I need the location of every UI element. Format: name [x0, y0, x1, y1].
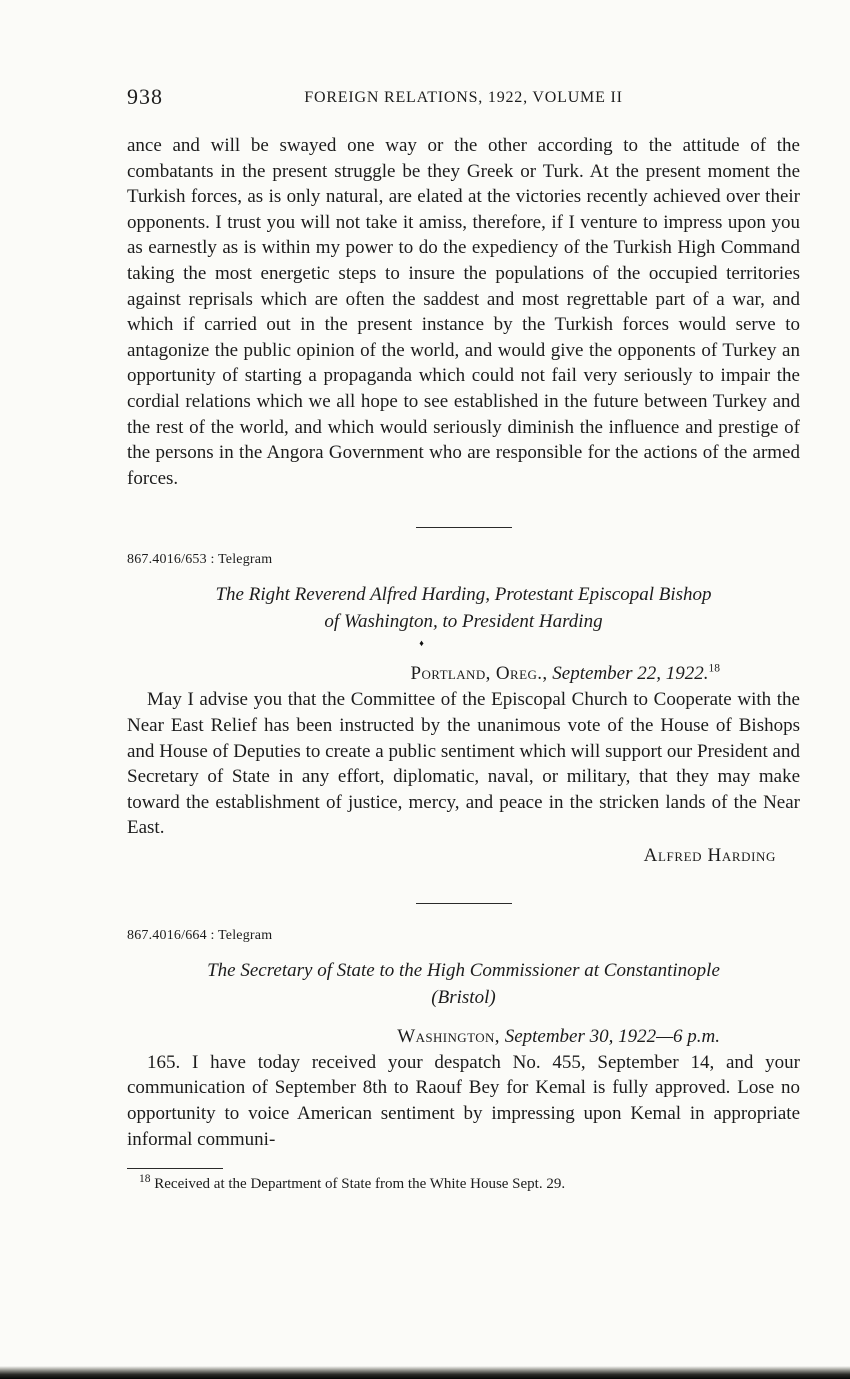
page-number: 938: [127, 84, 163, 109]
document-title-line-2: (Bristol): [431, 986, 496, 1008]
document-title-line-1: The Right Reverend Alfred Harding, Protestant Episcopal Bishop: [215, 584, 712, 606]
footnote-reference: 18: [708, 662, 720, 675]
footnote: [127, 1173, 800, 1193]
telegram-body: May I advise you that the Committee of the Episcopal Church to Cooperate with the Near East Relief has been instructed by the unanimous vote of the House of Bishops and House of Deputies to create a public sentiment which will support our President and Secretary of State in any effort, diplomatic, naval, or military, that they may make toward the establishment of justice, mercy, and peace in the stricken lands of the Near East.: [127, 689, 800, 839]
footnote-rule: [127, 1168, 223, 1169]
dateline-place: Washington,: [397, 1025, 500, 1047]
document-title: [127, 581, 800, 635]
footnote-text: Received at the Department of State from the White House Sept. 29.: [154, 1176, 566, 1193]
ornament-mark: ♦: [419, 638, 424, 649]
section-divider-rule: [416, 903, 512, 904]
dateline-place: Portland, Oreg.,: [410, 663, 548, 685]
telegram-section-2: [127, 928, 800, 1152]
running-head: [127, 84, 800, 112]
scan-bottom-edge: [0, 1366, 850, 1379]
document-title-line-2: of Washington, to President Harding: [324, 611, 603, 633]
section-divider-rule: [416, 527, 512, 528]
document-title-line-1: The Secretary of State to the High Commissioner at Constantinople: [207, 959, 720, 981]
dateline: [127, 1026, 800, 1048]
continuation-paragraph: ance and will be swayed one way or the other according to the attitude of the combatants in the present struggle be they Greek or Turk. At the present moment the Turkish forces, as is only natural, are elated at the victories recently achieved over their opponents. I trust you will not take it amiss, therefore, if I venture to impress upon you as earnestly as is within my power to do the expediency of the Turkish High Command taking the most energetic steps to insure the populations of the occupied territories against reprisals which are often the saddest and most regrettable part of a war, and which if carried out in the present instance by the Turkish forces would serve to antagonize the public opinion of the world, and would give the opponents of Turkey an opportunity of starting a propaganda which could not fail very seriously to impair the cordial relations which we all hope to see established in the future between Turkey and the rest of the world, and which would seriously diminish the influence and prestige of the persons in the Angora Government who are responsible for the actions of the armed forces.: [127, 135, 800, 489]
dateline-date: September 22, 1922.: [552, 663, 709, 685]
telegram-body: 165. I have today received your despatch No. 455, September 14, and your communication of September 8th to Raouf Bey for Kemal is fully approved. Lose no opportunity to voice American sentiment by impressing upon Kemal in appropriate informal communi-: [127, 1051, 800, 1150]
dateline: [127, 663, 800, 685]
file-citation: 867.4016/664 : Telegram: [127, 927, 273, 943]
file-citation: 867.4016/653 : Telegram: [127, 552, 273, 568]
telegram-section-1: [127, 552, 800, 867]
dateline-date: September 30, 1922—6 p.m.: [504, 1025, 720, 1047]
signature: Alfred Harding: [643, 844, 776, 866]
footnote-block: [127, 1168, 800, 1193]
footnote-number: 18: [139, 1173, 151, 1186]
document-title: [127, 957, 800, 1011]
running-title: FOREIGN RELATIONS, 1922, VOLUME II: [304, 89, 623, 106]
